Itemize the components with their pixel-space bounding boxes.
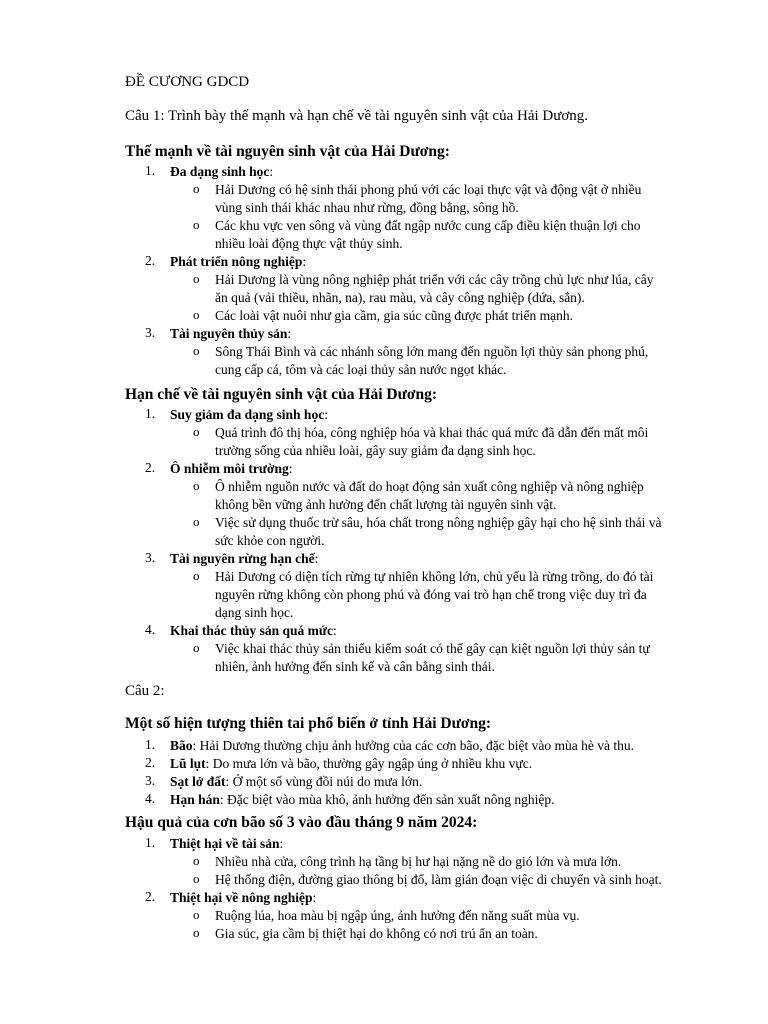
strength-item-title-bold: Đa dạng sinh học [170,164,270,179]
bullet-icon: o [193,217,200,232]
limit-bullet-text: Việc khai thác thủy sản thiếu kiểm soát có thể gây cạn kiệt nguồn lợi thủy sản tự [215,641,650,656]
strength-bullet-text: Hải Dương có hệ sinh thái phong phú với các loại thực vật và động vật ở nhiều [215,182,642,197]
disaster-item-title: Hạn hán: Đặc biệt vào mùa khô, ảnh hưởng đến sản xuất nông nghiệp. [170,792,555,807]
consequence-item-number: 1. [145,835,156,850]
bullet-icon: o [193,871,200,886]
disaster-item-number: 3. [145,773,156,788]
strengths-heading: Thế mạnh về tài nguyên sinh vật của Hải Dương: [125,143,450,160]
disaster-item-number: 2. [145,755,156,770]
limit-item-title-bold: Suy giảm đa dạng sinh học [170,407,325,422]
strength-bullet-text: Sông Thái Bình và các nhánh sông lớn mang đến nguồn lợi thủy sản phong phú, [215,344,649,359]
consequence-bullet-text: Gia súc, gia cầm bị thiệt hại do không có nơi trú ẩn an toàn. [215,926,538,941]
bullet-icon: o [193,568,200,583]
limit-bullet-text: dạng sinh học. [215,605,294,620]
strength-bullet-text: Hải Dương là vùng nông nghiệp phát triển với các cây trồng chủ lực như lúa, cây [215,272,654,287]
limit-item-title: Suy giảm đa dạng sinh học: [170,407,328,422]
disaster-item-title: Bão: Hải Dương thường chịu ảnh hưởng của các cơn bão, đặc biệt vào mùa hè và thu. [170,738,635,753]
strength-item-title: Tài nguyên thủy sản: [170,326,292,341]
limit-item-title-bold: Ô nhiễm môi trường [170,461,289,476]
strength-item-number: 2. [145,253,156,268]
strength-bullet-text: cung cấp cá, tôm và các loại thủy sản nước ngọt khác. [215,362,507,377]
disaster-item-title-bold: Sạt lở đất [170,774,226,789]
disaster-item-title-bold: Hạn hán [170,792,220,807]
consequence-item-title-bold: Thiệt hại về nông nghiệp [170,890,313,905]
consequence-bullet-text: Hệ thống điện, đường giao thông bị đổ, làm gián đoạn việc di chuyển và sinh hoạt. [215,872,662,887]
bullet-icon: o [193,853,200,868]
strength-bullet-text: Các khu vực ven sông và vùng đất ngập nước cung cấp điều kiện thuận lợi cho [215,218,641,233]
limit-item-title: Khai thác thủy sản quá mức: [170,623,337,638]
strength-item-number: 1. [145,163,156,178]
limits-heading: Hạn chế về tài nguyên sinh vật của Hải Dương: [125,386,437,403]
strength-item-number: 3. [145,325,156,340]
limit-bullet-text: trường sống của nhiều loài, gây suy giảm đa dạng sinh học. [215,443,536,458]
strength-bullet-text: nhiều loài động thực vật thủy sinh. [215,236,403,251]
consequence-item-title: Thiệt hại về tài sản: [170,836,284,851]
bullet-icon: o [193,514,200,529]
limit-bullet-text: Ô nhiễm nguồn nước và đất do hoạt động sản xuất công nghiệp và nông nghiệp [215,479,644,494]
disasters-heading: Một số hiện tượng thiên tai phổ biến ở tỉnh Hải Dương: [125,715,492,732]
question-2: Câu 2: [125,683,165,699]
limit-item-title: Ô nhiễm môi trường: [170,461,293,476]
bullet-icon: o [193,307,200,322]
limit-item-number: 2. [145,460,156,475]
disaster-item-number: 4. [145,791,156,806]
strength-item-title-bold: Tài nguyên thủy sản [170,326,288,341]
bullet-icon: o [193,907,200,922]
disaster-item-number: 1. [145,737,156,752]
strength-item-title: Phát triển nông nghiệp: [170,254,307,269]
document-title: ĐỀ CƯƠNG GDCD [125,74,250,90]
strength-bullet-text: Các loài vật nuôi như gia cầm, gia súc cũng được phát triển mạnh. [215,308,574,323]
limit-item-number: 1. [145,406,156,421]
strength-item-title: Đa dạng sinh học: [170,164,274,179]
limit-item-title-bold: Tài nguyên rừng hạn chế [170,551,315,566]
bullet-icon: o [193,478,200,493]
consequences-heading: Hậu quả của cơn bão số 3 vào đầu tháng 9 năm 2024: [125,814,478,831]
bullet-icon: o [193,271,200,286]
limit-bullet-text: nguyên rừng không còn phong phú và đóng vai trò hạn chế trong việc duy trì đa [215,587,647,602]
strength-item-title-bold: Phát triển nông nghiệp [170,254,303,269]
consequence-bullet-text: Nhiều nhà cửa, công trình hạ tầng bị hư hại nặng nề do gió lớn và mưa lớn. [215,854,622,869]
question-1: Câu 1: Trình bày thế mạnh và hạn chế về tài nguyên sinh vật của Hải Dương. [125,108,589,124]
limit-bullet-text: không bền vững ảnh hưởng đến chất lượng tài nguyên sinh vật. [215,497,557,512]
consequence-item-number: 2. [145,889,156,904]
bullet-icon: o [193,181,200,196]
disaster-item-title: Lũ lụt: Do mưa lớn và bão, thường gây ngập úng ở nhiều khu vực. [170,756,533,771]
consequence-item-title-bold: Thiệt hại về tài sản [170,836,280,851]
limit-bullet-text: sức khỏe con người. [215,533,325,548]
limit-bullet-text: nhiên, ảnh hưởng đến sinh kế và cân bằng sinh thái. [215,659,495,674]
strength-bullet-text: ăn quả (vải thiều, nhãn, na), rau màu, và cây công nghiệp (dứa, sắn). [215,290,585,305]
consequence-item-title: Thiệt hại về nông nghiệp: [170,890,317,905]
disaster-item-title-bold: Bão [170,738,193,753]
limit-item-number: 4. [145,622,156,637]
bullet-icon: o [193,343,200,358]
disaster-item-title: Sạt lở đất: Ở một số vùng đồi núi do mưa lớn. [170,774,423,789]
bullet-icon: o [193,925,200,940]
bullet-icon: o [193,640,200,655]
limit-bullet-text: Quá trình đô thị hóa, công nghiệp hóa và khai thác quá mức đã dẫn đến mất môi [215,425,649,440]
limit-item-title-bold: Khai thác thủy sản quá mức [170,623,334,638]
bullet-icon: o [193,424,200,439]
strength-bullet-text: vùng sinh thái khác nhau như rừng, đồng bằng, sông hồ. [215,200,519,215]
disaster-item-title-bold: Lũ lụt [170,756,206,771]
limit-item-title: Tài nguyên rừng hạn chế: [170,551,319,566]
consequence-bullet-text: Ruộng lúa, hoa màu bị ngập úng, ảnh hưởng đến năng suất mùa vụ. [215,908,580,923]
limit-item-number: 3. [145,550,156,565]
limit-bullet-text: Hải Dương có diện tích rừng tự nhiên không lớn, chủ yếu là rừng trồng, do đó tài [215,569,654,584]
limit-bullet-text: Việc sử dụng thuốc trừ sâu, hóa chất trong nông nghiệp gây hại cho hệ sinh thái và [215,515,662,530]
